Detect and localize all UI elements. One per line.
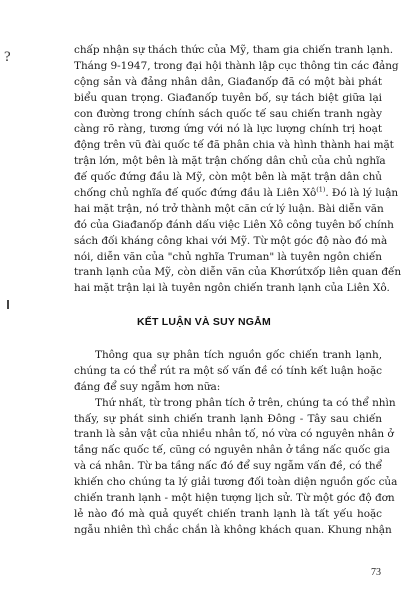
text-line: nói, diễn văn của "chủ nghĩa Truman" là tuyên ngôn chiến	[74, 250, 382, 263]
text-line: hai mặt trận, nó trở thành một căn cứ lý luận. Bài diễn văn	[74, 202, 384, 215]
text-line: chấp nhận sự thách thức của Mỹ, tham gia chiến tranh lạnh.	[74, 44, 394, 56]
text-line: và cá nhân. Từ ba tầng nấc đó để suy ngẫm vấn đề, có thể	[74, 460, 382, 473]
text-line: Thông qua sự phân tích nguồn gốc chiến tranh lạnh,	[95, 349, 382, 361]
text-line: đó của Giađanốp đánh dấu việc Liên Xô công tuyên bố chính	[74, 218, 394, 231]
text-segment: . Đó là lý luận	[325, 187, 399, 200]
text-line: sách đối kháng công khai với Mỹ. Từ một góc độ nào đó mà	[74, 234, 388, 247]
text-line: Thứ nhất, từ trong phân tích ở trên, chúng ta có thể nhìn	[95, 396, 396, 409]
text-line: càng rõ ràng, tương ứng với nó là lực lượng chính trị hoạt	[74, 123, 382, 136]
footnote-reference: (1)	[316, 185, 326, 194]
margin-bar-mark	[7, 300, 9, 309]
paragraph-conclusion	[74, 348, 398, 539]
text-line: chiến tranh lạnh - một hiện tượng lịch sử. Từ một góc độ đơn	[74, 492, 395, 505]
text-line: khiến cho chúng ta lý giải tương đối toàn diện nguồn gốc của	[74, 476, 398, 489]
section-heading: KẾT LUẬN VÀ SUY NGẪM	[137, 316, 271, 328]
text-line: tranh là sản vật của nhiều nhân tố, nó vừa có nguyên nhân ở	[74, 428, 394, 441]
text-line: biểu quan trọng. Giađanốp tuyên bố, sự tách biệt giữa lại	[74, 91, 382, 104]
text-line: cộng sản và đảng nhân dân, Giađanốp đã có một bài phát	[74, 75, 382, 88]
text-segment: chống chủ nghĩa đế quốc đứng đầu là Liên Xô	[74, 187, 317, 200]
text-line: tranh lạnh của Mỹ, còn diễn văn của Khơrútxốp liên quan đến	[74, 266, 402, 279]
text-line: động trên vũ đài quốc tế đã phân chia và hình thành hai mặt	[74, 139, 394, 152]
page-number: 73	[371, 567, 381, 578]
text-line-with-footnote	[74, 185, 399, 202]
paragraph-continuation	[74, 43, 402, 297]
text-line: chúng ta có thể rút ra một số vấn đề có tính kết luận hoặc	[74, 364, 382, 377]
text-line: thấy, sự phát sinh chiến tranh lạnh Đông - Tây sau chiến	[74, 412, 382, 425]
text-line: tầng nấc quốc tế, cũng có nguyên nhân ở tầng nấc quốc gia	[74, 444, 390, 457]
text-line: đế quốc đứng đầu là Mỹ, còn một bên là mặt trận dân chủ	[74, 171, 382, 184]
text-line: lẻ nào đó mà quả quyết chiến tranh lạnh là tất yếu hoặc	[74, 507, 382, 520]
text-line: con đường trong chính sách quốc tế sau chiến tranh ngày	[74, 107, 382, 120]
margin-mark: ?	[4, 49, 11, 65]
text-line: Tháng 9-1947, trong đại hội thành lập cục thông tin các đảng	[74, 59, 399, 72]
text-line: ngẫu nhiên thì chắc chắn là không khách quan. Khung nhận	[74, 523, 392, 536]
text-line: hai mặt trận lại là tuyên ngôn chiến tranh lạnh của Liên Xô.	[74, 282, 390, 295]
text-line: trận lớn, một bên là mặt trận chống dân chủ của chủ nghĩa	[74, 155, 386, 168]
text-line: đáng để suy ngẫm hơn nữa:	[74, 380, 221, 393]
